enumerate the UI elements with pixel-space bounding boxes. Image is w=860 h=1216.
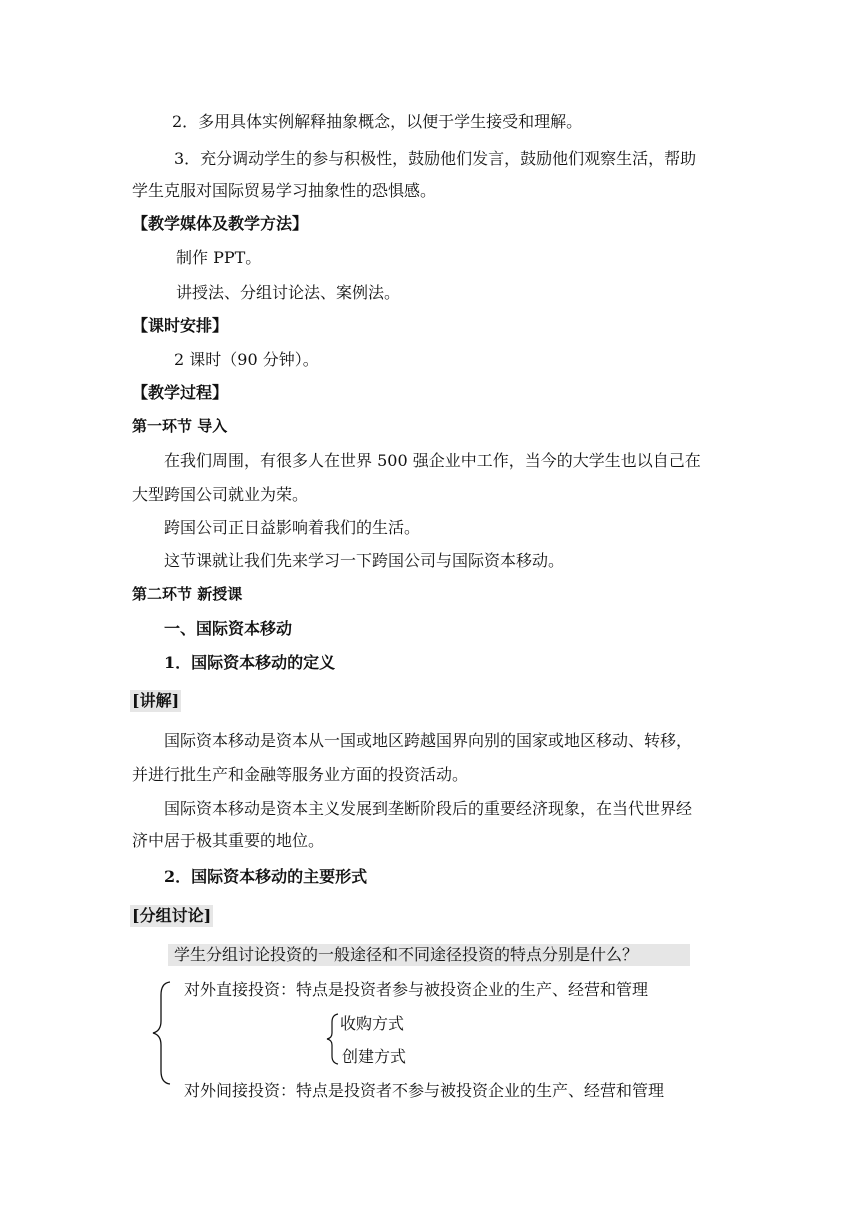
definition-paragraph-2-line1: 国际资本移动是资本主义发展到垄断阶段后的重要经济现象，在当代世界经 xyxy=(164,799,693,818)
acquisition-method: 收购方式 xyxy=(340,1014,405,1033)
heading-media-methods: 【教学媒体及教学方法】 xyxy=(132,214,309,233)
point-3-text-line1: 3．充分调动学生的参与积极性，鼓励他们发言，鼓励他们观察生活，帮助 xyxy=(174,149,697,168)
intro-paragraph-3: 这节课就让我们先来学习一下跨国公司与国际资本移动。 xyxy=(164,551,565,570)
definition-paragraph-1-line1: 国际资本移动是资本从一国或地区跨越国界向别的国家或地区移动、转移， xyxy=(164,731,693,750)
heading-process: 【教学过程】 xyxy=(132,383,229,402)
section-1-2-heading: 2．国际资本移动的主要形式 xyxy=(164,867,368,886)
direct-investment-text: 对外直接投资：特点是投资者参与被投资企业的生产、经营和管理 xyxy=(184,980,649,999)
point-2-text: 2．多用具体实例解释抽象概念，以便于学生接受和理解。 xyxy=(172,112,583,131)
discussion-question: 学生分组讨论投资的一般途径和不同途径投资的特点分别是什么？ xyxy=(168,944,690,966)
point-3-text-line2: 学生克服对国际贸易学习抽象性的恐惧感。 xyxy=(132,181,437,200)
section-1-heading: 一、国际资本移动 xyxy=(164,619,293,638)
definition-paragraph-1-line2: 并进行批生产和金融等服务业方面的投资活动。 xyxy=(132,765,469,784)
media-item-methods: 讲授法、分组讨论法、案例法。 xyxy=(176,283,401,302)
investment-types-brace xyxy=(150,981,174,1085)
intro-paragraph-1-line1: 在我们周围，有很多人在世界 500 强企业中工作，当今的大学生也以自己在 xyxy=(164,451,701,470)
intro-paragraph-2: 跨国公司正日益影响着我们的生活。 xyxy=(164,518,421,537)
step-1-heading: 第一环节 导入 xyxy=(132,417,228,435)
media-item-ppt: 制作 PPT。 xyxy=(176,248,262,267)
indirect-investment-text: 对外间接投资：特点是投资者不参与被投资企业的生产、经营和管理 xyxy=(184,1081,665,1100)
intro-paragraph-1-line2: 大型跨国公司就业为荣。 xyxy=(132,485,309,504)
definition-paragraph-2-line2: 济中居于极其重要的地位。 xyxy=(132,831,325,850)
group-discussion-tag: [分组讨论] xyxy=(132,906,212,925)
section-1-1-heading: 1．国际资本移动的定义 xyxy=(164,653,336,672)
greenfield-method: 创建方式 xyxy=(342,1047,407,1066)
explain-tag: [讲解] xyxy=(132,691,180,710)
schedule-text: 2 课时（90 分钟）。 xyxy=(174,350,319,369)
heading-schedule: 【课时安排】 xyxy=(132,316,229,335)
step-2-heading: 第二环节 新授课 xyxy=(132,585,243,603)
direct-investment-methods-brace xyxy=(326,1013,340,1065)
